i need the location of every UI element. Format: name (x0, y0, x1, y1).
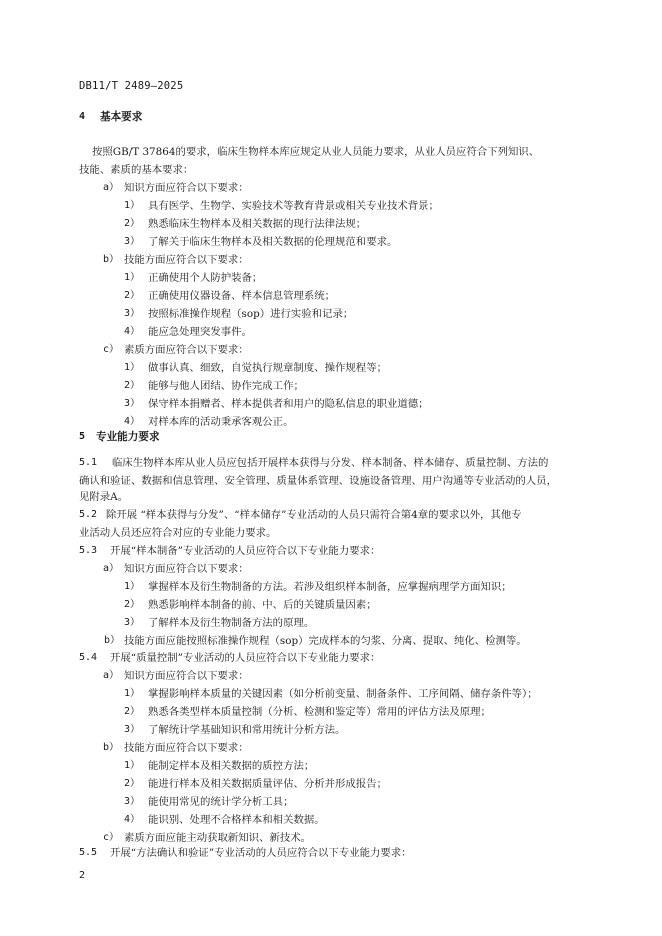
document-header: DB11/T 2489—2025 (79, 80, 184, 92)
item-number: 3） (124, 796, 141, 807)
item-number: 2） (124, 706, 141, 717)
item-text: 能进行样本及相关数据质量评估、分析并形成报告； (148, 778, 387, 790)
item-text: 技能方面应符合以下要求： (124, 742, 249, 754)
item-number: 5.1 (79, 457, 98, 468)
item-number: 2） (124, 380, 141, 391)
item-text: 了解统计学基础知识和常用统计分析方法。 (148, 724, 346, 736)
item-number: b） (104, 635, 121, 646)
item-text: 素质方面应符合以下要求： (124, 344, 249, 356)
item-number: 2） (124, 599, 141, 610)
item-text: 熟悉各类型样本质量控制（分析、检测和鉴定等）常用的评估方法及原理； (148, 706, 491, 718)
item-text: 开展“样本制备”专业活动的人员应符合以下专业能力要求： (110, 545, 381, 557)
item-text: 正确使用个人防护装备； (148, 272, 263, 284)
item-number: 4） (124, 326, 141, 337)
item-text: 正确使用仪器设备、样本信息管理系统； (148, 290, 336, 302)
item-text: 能够与他人团结、协作完成工作； (148, 380, 304, 392)
item-text: 知识方面应符合以下要求： (124, 563, 249, 575)
item-number: 3） (124, 236, 141, 247)
item-number: a） (103, 182, 120, 193)
item-number: 2） (124, 778, 141, 789)
item-number: 5.2 (79, 509, 98, 520)
item-number: 5.5 (79, 847, 98, 858)
item-number: 3） (124, 724, 141, 735)
item-number: 4 (79, 111, 86, 122)
item-text: 知识方面应符合以下要求： (124, 182, 249, 194)
item-number: 5.3 (79, 545, 98, 556)
item-text: 技能、素质的基本要求： (79, 164, 194, 176)
item-number: 1） (124, 272, 141, 283)
item-text: 开展“方法确认和验证”专业活动的人员应符合以下专业能力要求： (110, 847, 412, 859)
item-number: c） (103, 832, 120, 843)
item-text: 熟悉临床生物样本及相关数据的现行法律法规； (148, 218, 367, 230)
item-text: 具有医学、生物学、实验技术等教育背景或相关专业技术背景； (148, 200, 439, 212)
item-number: 4） (124, 416, 141, 427)
item-text: 开展“质量控制”专业活动的人员应符合以下专业能力要求： (110, 652, 381, 664)
item-number: 5 (79, 431, 86, 442)
item-text: 能制定样本及相关数据的质控方法； (148, 760, 315, 772)
item-number: a） (103, 670, 120, 681)
item-number: 1） (124, 688, 141, 699)
item-text: 熟悉影响样本制备的前、中、后的关键质量因素； (148, 599, 377, 611)
item-text: 能应急处理突发事件。 (148, 326, 252, 338)
item-number: b） (103, 742, 120, 753)
item-text: 基本要求 (100, 111, 143, 123)
item-text: 能识别、处理不合格样本和相关数据。 (148, 814, 325, 826)
item-number: b） (103, 254, 120, 265)
item-number: 2） (124, 290, 141, 301)
item-text: 业活动人员还应符合对应的专业能力要求。 (79, 527, 277, 539)
item-text: 临床生物样本库从业人员应包括开展样本获得与分发、样本制备、样本储存、质量控制、方法的 (112, 457, 549, 469)
item-text: 了解关于临床生物样本及相关数据的伦理规范和要求。 (148, 236, 398, 248)
item-number: 3） (124, 398, 141, 409)
item-number: 2） (124, 218, 141, 229)
item-text: 做事认真、细致，自觉执行规章制度、操作规程等； (148, 362, 387, 374)
page-number: 2 (79, 870, 86, 881)
item-number: 3） (124, 308, 141, 319)
item-text: 了解样本及衍生物制备方法的原理。 (148, 617, 315, 629)
item-text: 掌握样本及衍生物制备的方法。若涉及组织样本制备，应掌握病理学方面知识； (148, 581, 512, 593)
item-text: 见附录A。 (79, 491, 129, 503)
item-number: 4） (124, 814, 141, 825)
item-number: a） (103, 563, 120, 574)
item-text: 技能方面应能按照标准操作规程（sop）完成样本的匀浆、分离、提取、纯化、检测等。 (124, 635, 527, 647)
item-text: 按照标准操作规程（sop）进行实验和记录； (148, 308, 354, 320)
item-number: 3） (124, 617, 141, 628)
item-text: 技能方面应符合以下要求： (124, 254, 249, 266)
item-number: 1） (124, 760, 141, 771)
item-text: 能使用常见的统计学分析工具； (148, 796, 294, 808)
item-number: 1） (124, 581, 141, 592)
item-text: 素质方面应能主动获取新知识、新技术。 (124, 832, 312, 844)
item-text: 按照GB/T 37864的要求，临床生物样本库应规定从业人员能力要求，从业人员应符合下列知识、 (92, 146, 540, 158)
item-text: 掌握影响样本质量的关键因素（如分析前变量、制备条件、工序间隔、储存条件等）； (148, 688, 538, 700)
item-text: 专业能力要求 (96, 431, 160, 443)
item-number: 1） (124, 362, 141, 373)
item-number: 5.4 (79, 652, 98, 663)
item-text: 对样本库的活动秉承客观公正。 (148, 416, 294, 428)
item-text: 除开展 “样本获得与分发”、“样本储存”专业活动的人员只需符合第4章的要求以外，其他专 (106, 509, 522, 521)
item-number: 1） (124, 200, 141, 211)
item-text: 保守样本捐赠者、样本提供者和用户的隐私信息的职业道德； (148, 398, 429, 410)
item-number: c） (103, 344, 120, 355)
item-text: 知识方面应符合以下要求： (124, 670, 249, 682)
item-text: 确认和验证、数据和信息管理、安全管理、质量体系管理、设施设备管理、用户沟通等专业活动的人员， (79, 475, 557, 487)
